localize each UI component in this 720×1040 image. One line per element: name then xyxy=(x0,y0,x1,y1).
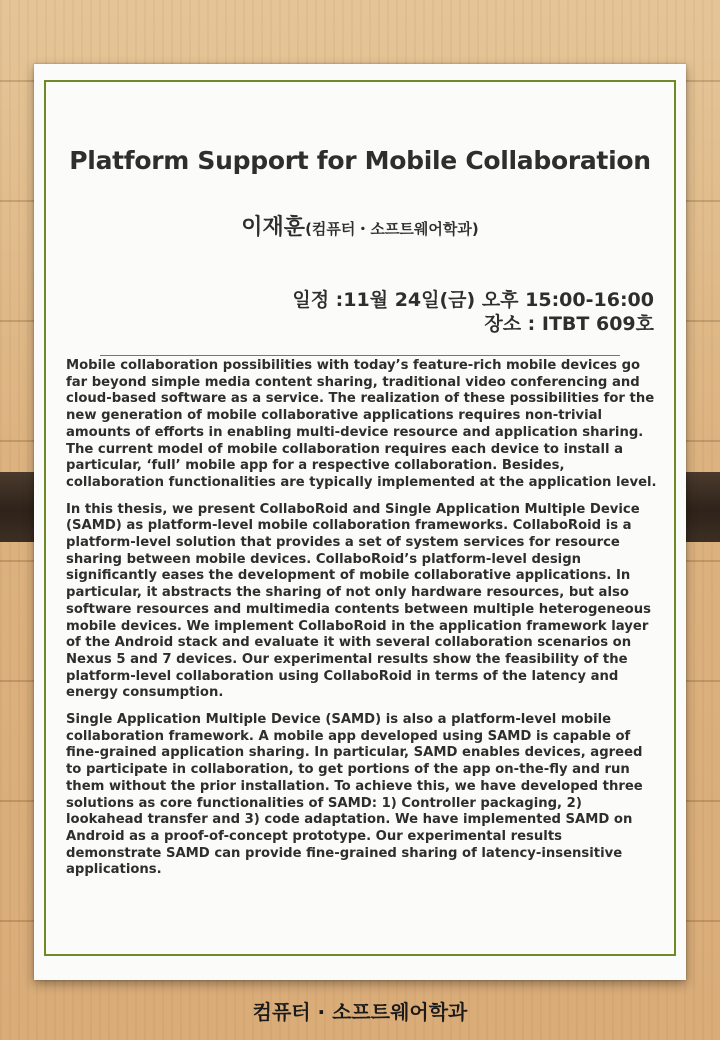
divider-line xyxy=(100,355,620,356)
speaker-line xyxy=(34,210,686,241)
speaker-department: (컴퓨터・소프트웨어학과) xyxy=(305,220,479,238)
abstract-body xyxy=(66,358,658,889)
abstract-paragraph: Mobile collaboration possibilities with today’s feature-rich mobile devices go far beyond simple media content sharing, traditional video conferencing and cloud-based software as a service. The realization of these possibilities for the new generation of mobile collaborative applications requires non-trivial amounts of efforts in enabling multi-device resource and application sharing. The current model of mobile collaboration requires each device to install a particular, ‘full’ mobile app for a respective collaboration. Besides, collaboration functionalities are typically implemented at the application level. xyxy=(66,358,657,490)
schedule-datetime: 일정 :11월 24일(금) 오후 15:00-16:00 xyxy=(292,289,654,311)
seminar-title: Platform Support for Mobile Collaboration xyxy=(69,146,651,175)
footer-department: 컴퓨터 · 소프트웨어학과 xyxy=(252,1000,468,1024)
abstract-paragraph: Single Application Multiple Device (SAMD) is also a platform-level mobile collaboration framework. A mobile app developed using SAMD is capable of fine-grained application sharing. In particular, SAMD enables devices, agreed to participate in collaboration, to get portions of the app on-the-fly and run them without the prior installation. To achieve this, we have developed three solutions as core functionalities of SAMD: 1) Controller packaging, 2) lookahead transfer and 3) code adaptation. We have implemented SAMD on Android as a proof-of-concept prototype. Our experimental results demonstrate SAMD can provide fine-grained sharing of latency-insensitive applications. xyxy=(66,712,643,878)
schedule-block xyxy=(292,288,654,336)
poster-paper xyxy=(34,64,686,980)
speaker-name: 이재훈 xyxy=(241,215,306,240)
abstract-paragraph: In this thesis, we present CollaboRoid and Single Application Multiple Device (SAMD) as platform-level mobile collaboration frameworks. CollaboRoid is a platform-level solution that provides a set of system services for resource sharing between mobile devices. CollaboRoid’s platform-level design significantly eases the development of mobile collaborative applications. In particular, it abstracts the sharing of not only hardware resources, but also software resources and multimedia contents between multiple heterogeneous mobile devices. We implement CollaboRoid in the application framework layer of the Android stack and evaluate it with several collaboration scenarios on Nexus 5 and 7 devices. Our experimental results show the feasibility of the platform-level collaboration using CollaboRoid in terms of the latency and energy consumption. xyxy=(66,501,651,701)
schedule-location: 장소 : ITBT 609호 xyxy=(484,313,654,335)
